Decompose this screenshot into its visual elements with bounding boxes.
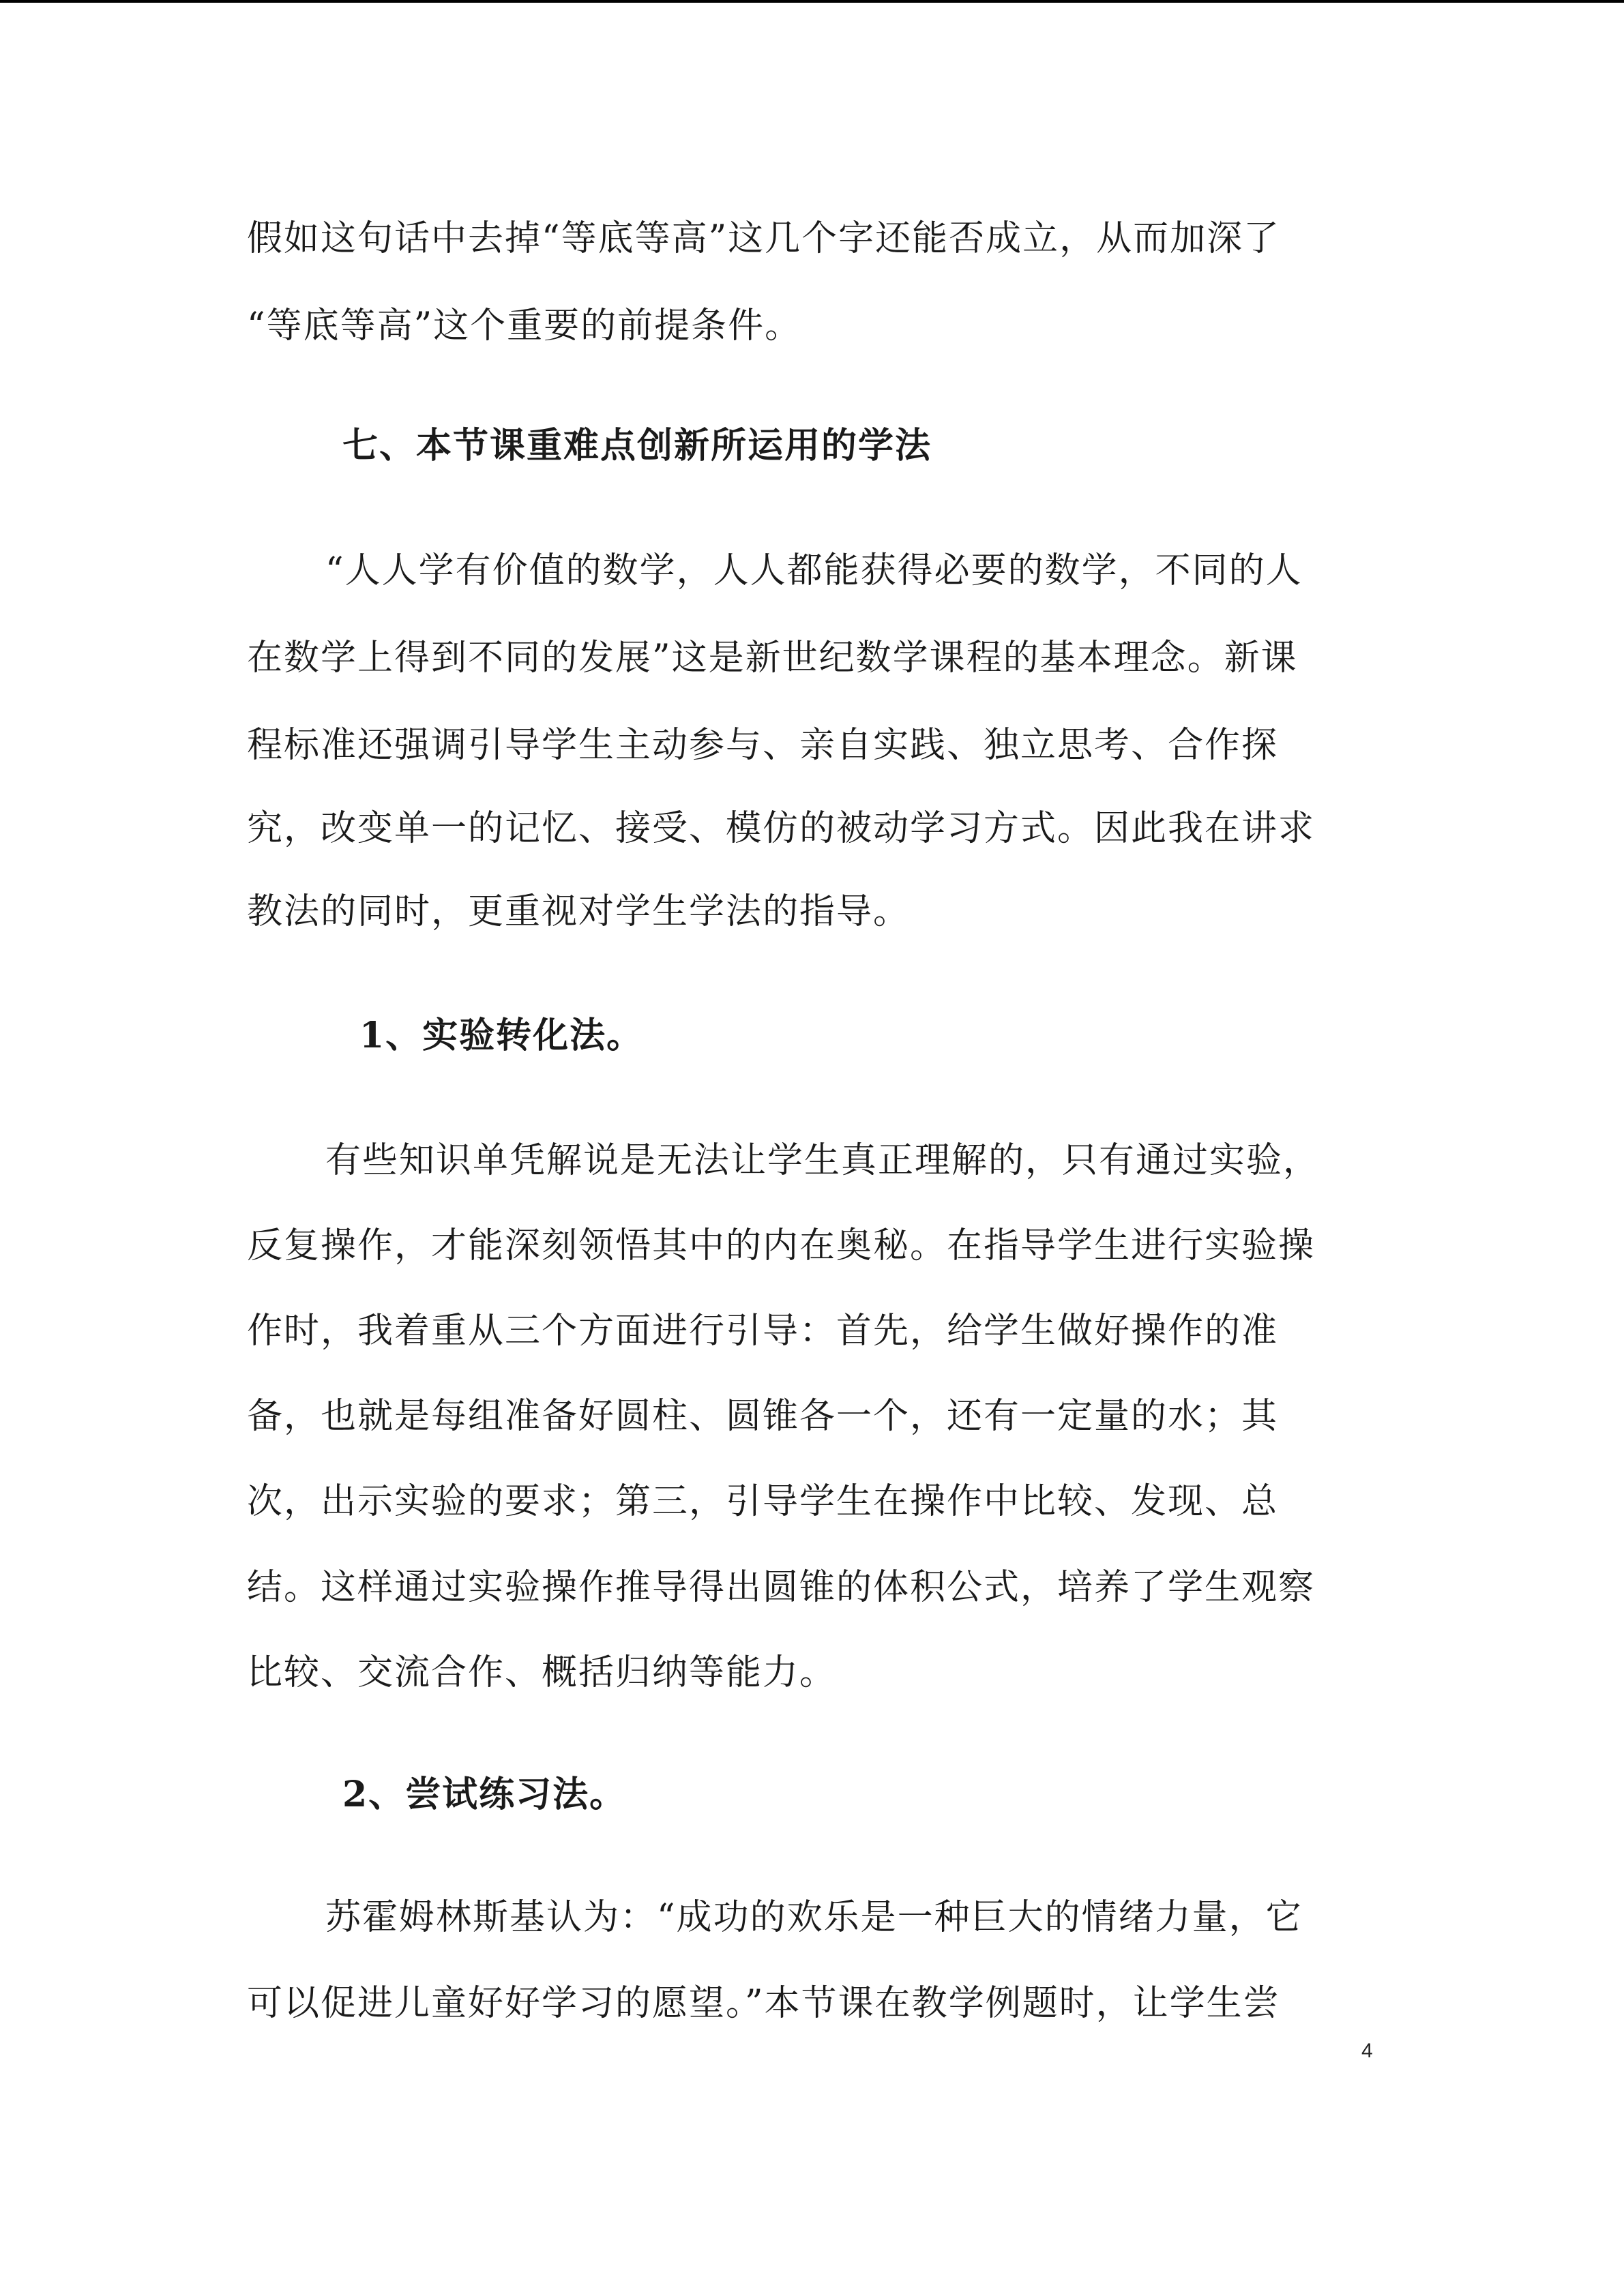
body-text-line: 反复操作，才能深刻领悟其中的内在奥秘。在指导学生进行实验操 — [247, 1225, 1316, 1266]
body-text-line: “等底等高”这个重要的前提条件。 — [247, 305, 802, 346]
body-text-line: 教法的同时，更重视对学生学法的指导。 — [247, 891, 911, 932]
section-heading: 七、本节课重难点创新所运用的学法 — [342, 425, 932, 466]
body-text-line: 有些知识单凭解说是无法让学生真正理解的，只有通过实验， — [325, 1140, 1320, 1181]
body-text-line: “人人学有价值的数学，人人都能获得必要的数学，不同的人 — [325, 550, 1303, 591]
body-text-line: 程标准还强调引导学生主动参与、亲自实践、独立思考、合作探 — [247, 725, 1279, 766]
subsection-heading: 1、实验转化法。 — [359, 1015, 644, 1056]
body-text-line: 苏霍姆林斯基认为：“成功的欢乐是一种巨大的情绪力量，它 — [325, 1897, 1303, 1938]
top-border-line — [0, 0, 1624, 3]
body-text-line: 作时，我着重从三个方面进行引导：首先，给学生做好操作的准 — [247, 1311, 1279, 1352]
body-text-line: 次，出示实验的要求；第三，引导学生在操作中比较、发现、总 — [247, 1481, 1279, 1522]
page-number: 4 — [1361, 2040, 1373, 2062]
body-text-line: 可以促进儿童好好学习的愿望。”本节课在教学例题时，让学生尝 — [247, 1983, 1280, 2024]
body-text-line: 究，改变单一的记忆、接受、模仿的被动学习方式。因此我在讲求 — [247, 808, 1316, 849]
body-text-line: 比较、交流合作、概括归纳等能力。 — [247, 1652, 837, 1693]
subsection-heading: 2、尝试练习法。 — [342, 1774, 627, 1815]
body-text-line: 结。这样通过实验操作推导得出圆锥的体积公式，培养了学生观察 — [247, 1567, 1316, 1608]
body-text-line: 备，也就是每组准备好圆柱、圆锥各一个，还有一定量的水；其 — [247, 1396, 1279, 1437]
body-text-line: 假如这句话中去掉“等底等高”这几个字还能否成立，从而加深了 — [247, 218, 1281, 259]
body-text-line: 在数学上得到不同的发展”这是新世纪数学课程的基本理念。新课 — [247, 638, 1298, 679]
